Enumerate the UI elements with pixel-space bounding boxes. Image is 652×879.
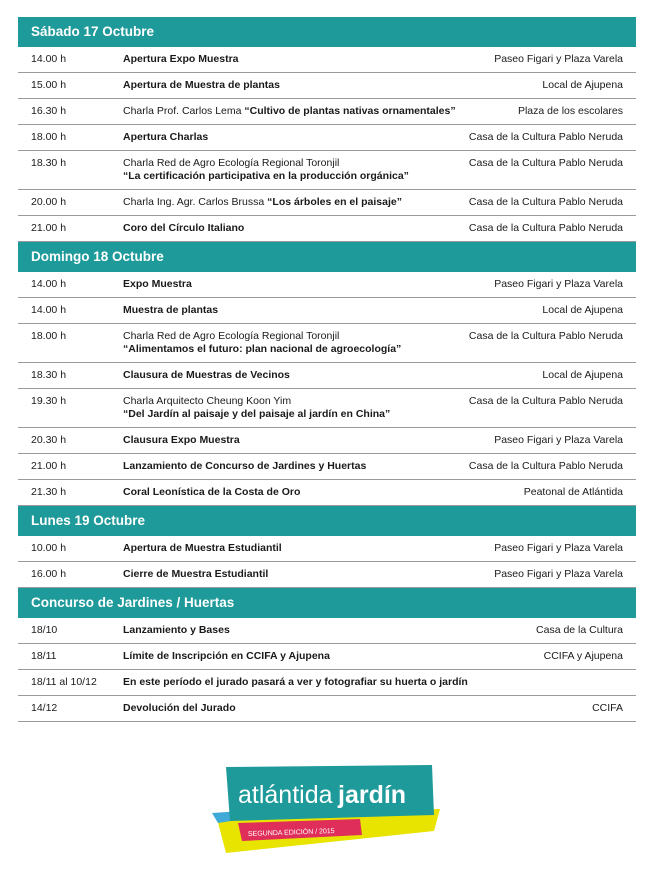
event-time: 16.30 h	[31, 105, 67, 117]
event-location: Paseo Figari y Plaza Varela	[494, 53, 623, 65]
event-title: Coro del Círculo Italiano	[123, 222, 245, 234]
event-location: Casa de la Cultura Pablo Neruda	[468, 131, 623, 143]
event-description	[123, 131, 461, 144]
event-description	[123, 624, 528, 637]
event-title: Muestra de plantas	[123, 304, 219, 316]
event-location: Local de Ajupena	[542, 79, 623, 91]
event-speaker: Charla Red de Agro Ecología Regional Toronjil	[123, 330, 340, 342]
event-title: Límite de Inscripción en CCIFA y Ajupena	[123, 650, 330, 662]
event-location: Casa de la Cultura Pablo Neruda	[468, 196, 623, 208]
event-description	[123, 222, 461, 235]
event-location: Paseo Figari y Plaza Varela	[494, 278, 623, 290]
event-description	[123, 304, 534, 317]
event-time: 18.00 h	[31, 131, 67, 143]
event-speaker: Charla Red de Agro Ecología Regional Toronjil	[123, 157, 340, 169]
event-location: CCIFA y Ajupena	[543, 650, 623, 662]
event-title: Apertura de Muestra Estudiantil	[123, 542, 282, 554]
event-title: Devolución del Jurado	[123, 702, 236, 714]
schedule-row	[18, 73, 636, 99]
event-title: Coral Leonística de la Costa de Oro	[123, 486, 301, 498]
event-location: Casa de la Cultura Pablo Neruda	[468, 460, 623, 472]
atlantida-jardin-logo	[212, 763, 442, 855]
schedule-row	[18, 99, 636, 125]
schedule-row	[18, 125, 636, 151]
event-description	[123, 330, 461, 356]
event-description	[123, 53, 486, 66]
event-time: 18/11 al 10/12	[31, 676, 97, 688]
event-time: 18.00 h	[31, 330, 67, 342]
event-location: Plaza de los escolares	[517, 105, 623, 117]
logo-edition-text: SEGUNDA EDICIÓN / 2015	[247, 827, 335, 838]
event-location: Local de Ajupena	[542, 369, 623, 381]
event-title: Clausura de Muestras de Vecinos	[123, 369, 290, 381]
schedule-row	[18, 298, 636, 324]
schedule-row	[18, 190, 636, 216]
event-location: Casa de la Cultura	[536, 624, 623, 636]
event-time: 16.00 h	[31, 568, 67, 580]
event-description	[123, 702, 584, 715]
event-location: Paseo Figari y Plaza Varela	[494, 568, 623, 580]
logo-word-atlantida: atlántida	[238, 781, 333, 809]
event-location: Casa de la Cultura Pablo Neruda	[468, 157, 623, 169]
event-title: En este período el jurado pasará a ver y fotografiar su huerta o jardín	[123, 676, 468, 688]
event-time: 18/10	[31, 624, 58, 636]
event-description	[123, 568, 486, 581]
schedule-row	[18, 363, 636, 389]
event-time: 10.00 h	[31, 542, 67, 554]
section-header: Lunes 19 Octubre	[18, 506, 636, 536]
event-description	[123, 460, 461, 473]
event-description	[123, 542, 486, 555]
schedule-row	[18, 696, 636, 722]
event-location: Paseo Figari y Plaza Varela	[494, 542, 623, 554]
schedule-row	[18, 536, 636, 562]
event-time: 21.00 h	[31, 460, 67, 472]
schedule-row	[18, 324, 636, 363]
event-time: 14/12	[31, 702, 58, 714]
event-time: 18.30 h	[31, 157, 67, 169]
event-location: Casa de la Cultura Pablo Neruda	[468, 222, 623, 234]
event-time: 14.00 h	[31, 278, 67, 290]
event-talk-title: “Alimentamos el futuro: plan nacional de agroecología”	[123, 343, 402, 355]
schedule-row	[18, 454, 636, 480]
schedule-row	[18, 428, 636, 454]
event-description	[123, 157, 461, 183]
event-description	[123, 676, 615, 689]
event-location: CCIFA	[592, 702, 623, 714]
schedule-row	[18, 670, 636, 696]
event-title: Apertura Expo Muestra	[123, 53, 239, 65]
event-location: Paseo Figari y Plaza Varela	[494, 434, 623, 446]
schedule-row	[18, 562, 636, 588]
event-description	[123, 79, 534, 92]
event-time: 14.00 h	[31, 53, 67, 65]
event-description	[123, 486, 516, 499]
schedule-row	[18, 216, 636, 242]
schedule-row	[18, 644, 636, 670]
event-title: Lanzamiento de Concurso de Jardines y Huertas	[123, 460, 367, 472]
event-talk-title: “Del Jardín al paisaje y del paisaje al jardín en China”	[123, 408, 391, 420]
event-speaker: Charla Prof. Carlos Lema	[123, 105, 245, 117]
event-description	[123, 434, 486, 447]
event-speaker: Charla Arquitecto Cheung Koon Yim	[123, 395, 292, 407]
section-header: Concurso de Jardines / Huertas	[18, 588, 636, 618]
schedule-row	[18, 151, 636, 190]
event-location: Casa de la Cultura Pablo Neruda	[468, 330, 623, 342]
event-title: Apertura Charlas	[123, 131, 209, 143]
event-time: 19.30 h	[31, 395, 67, 407]
event-time: 21.00 h	[31, 222, 67, 234]
event-title: Clausura Expo Muestra	[123, 434, 240, 446]
event-description	[123, 369, 534, 382]
event-time: 18.30 h	[31, 369, 67, 381]
event-time: 20.30 h	[31, 434, 67, 446]
schedule-row	[18, 480, 636, 506]
event-description	[123, 196, 461, 209]
schedule-row	[18, 618, 636, 644]
event-talk-title: “La certificación participativa en la producción orgánica”	[123, 170, 409, 182]
event-description	[123, 395, 461, 421]
event-location: Local de Ajupena	[542, 304, 623, 316]
event-speaker: Charla Ing. Agr. Carlos Brussa	[123, 196, 268, 208]
event-location: Casa de la Cultura Pablo Neruda	[468, 395, 623, 407]
schedule-row	[18, 272, 636, 298]
event-title: Apertura de Muestra de plantas	[123, 79, 280, 91]
event-description	[123, 278, 486, 291]
section-header: Sábado 17 Octubre	[18, 17, 636, 47]
event-time: 21.30 h	[31, 486, 67, 498]
schedule-row	[18, 47, 636, 73]
event-time: 15.00 h	[31, 79, 67, 91]
schedule-row	[18, 389, 636, 428]
logo-word-jardin: jardín	[338, 781, 407, 809]
event-location: Peatonal de Atlántida	[523, 486, 623, 498]
event-time: 14.00 h	[31, 304, 67, 316]
event-title: Expo Muestra	[123, 278, 192, 290]
event-title: “Los árboles en el paisaje”	[267, 196, 402, 208]
schedule	[18, 17, 636, 722]
event-title: Cierre de Muestra Estudiantil	[123, 568, 269, 580]
event-title: “Cultivo de plantas nativas ornamentales”	[244, 105, 456, 117]
section-header: Domingo 18 Octubre	[18, 242, 636, 272]
event-description	[123, 650, 536, 663]
event-description	[123, 105, 510, 118]
event-time: 18/11	[31, 650, 57, 662]
event-title: Lanzamiento y Bases	[123, 624, 230, 636]
event-time: 20.00 h	[31, 196, 67, 208]
